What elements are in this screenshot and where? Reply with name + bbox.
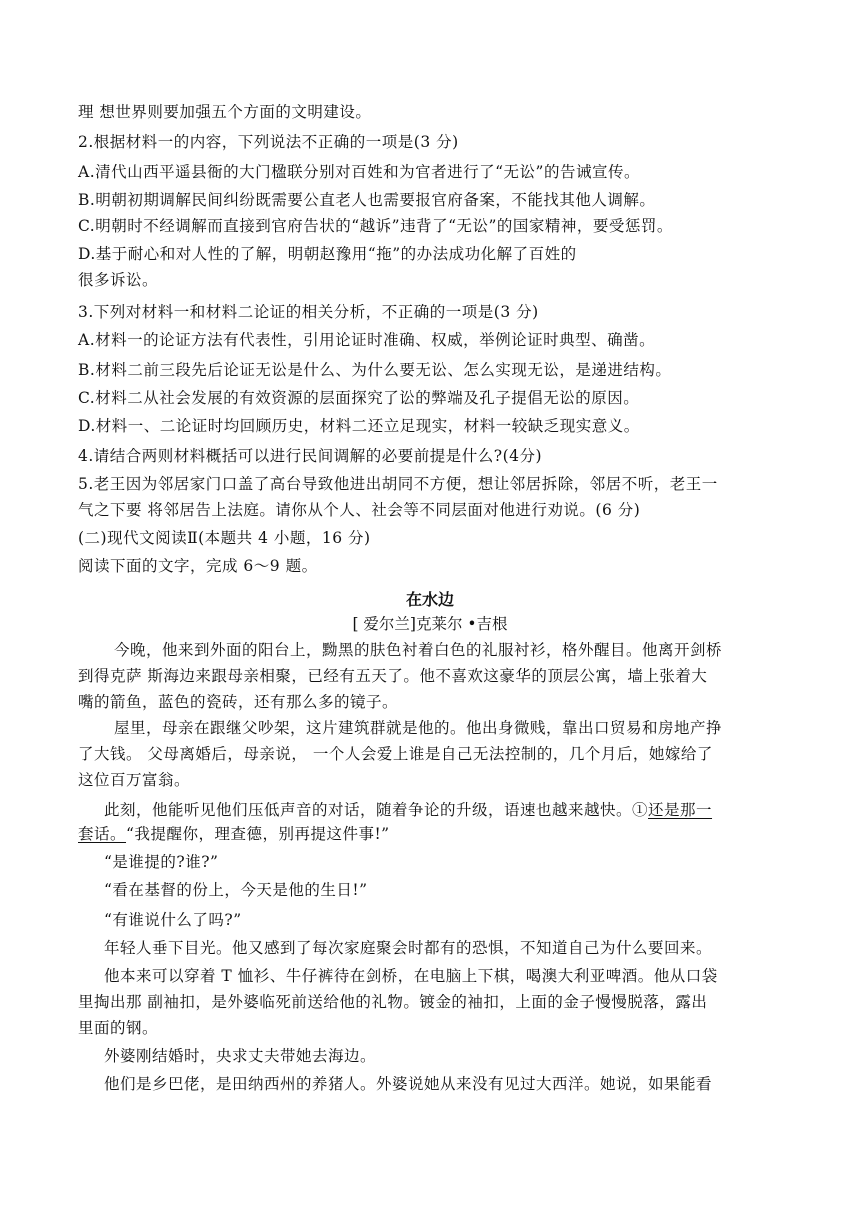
text-line: 理 想世界则要加强五个方面的文明建设。 <box>78 103 372 121</box>
paragraph-line: 里掏出那 副袖扣，是外婆临死前送给他的礼物。镀金的袖扣，上面的金子慢慢脱落，露出 <box>78 993 708 1011</box>
reading-instruction: 阅读下面的文字，完成 6～9 题。 <box>78 557 318 575</box>
question-2: 2.根据材料一的内容，下列说法不正确的一项是(3 分) <box>78 133 459 151</box>
paragraph-line: 里面的钢。 <box>78 1019 159 1037</box>
underlined-sentence: 还是那一 <box>648 801 713 819</box>
paragraph-line <box>104 800 783 820</box>
option-c: C.材料二从社会发展的有效资源的层面探究了讼的弊端及孔子提倡无讼的原因。 <box>78 389 640 407</box>
paragraph-text: 此刻，他能听见他们压低声音的对话，随着争论的升级，语速也越来越快。① <box>104 801 649 819</box>
paragraph-line: 他本来可以穿着 T 恤衫、牛仔裤待在剑桥，在电脑上下棋，喝澳大利亚啤酒。他从口袋 <box>104 967 718 985</box>
question-4: 4.请结合两则材料概括可以进行民间调解的必要前提是什么?(4分) <box>78 447 543 465</box>
question-5: 5.老王因为邻居家门口盖了高台导致他进出胡同不方便，想让邻居拆除，邻居不听，老王一 <box>78 475 718 493</box>
paragraph-line: 了大钱。 父母离婚后，母亲说， 一个人会爱上谁是自己无法控制的，几个月后，她嫁给了 <box>78 745 713 763</box>
dialogue-line: “是谁提的?谁?” <box>104 853 219 871</box>
paragraph-line: 今晚，他来到外面的阳台上，黝黑的肤色衬着白色的礼服衬衫，格外醒目。他离开剑桥 <box>114 641 723 659</box>
option-a: A.清代山西平遥县衙的大门楹联分别对百姓和为官者进行了“无讼”的告诫宣传。 <box>78 163 640 181</box>
option-c: C.明朝时不经调解而直接到官府告状的“越诉”违背了“无讼”的国家精神，要受惩罚。 <box>78 217 673 235</box>
paragraph-line <box>78 824 783 844</box>
paragraph-line: 他们是乡巴佬，是田纳西州的养猪人。外婆说她从来没有见过大西洋。她说，如果能看 <box>104 1075 713 1093</box>
option-b: B.材料二前三段先后论证无讼是什么、为什么要无讼、怎么实现无讼，是递进结构。 <box>78 361 672 379</box>
paragraph-line: 外婆刚结婚时，央求丈夫带她去海边。 <box>104 1047 377 1065</box>
paragraph-line: 这位百万富翁。 <box>78 771 191 789</box>
dialogue-line: “有谁说什么了吗?” <box>104 911 242 929</box>
question-3: 3.下列对材料一和材料二论证的相关分析，不正确的一项是(3 分) <box>78 303 539 321</box>
paragraph-line: 屋里，母亲在跟继父吵架，这片建筑群就是他的。他出身微贱，靠出口贸易和房地产挣 <box>114 719 723 737</box>
option-d: D.基于耐心和对人性的了解，明朝赵豫用“拖”的办法成功化解了百姓的 <box>78 245 577 263</box>
paragraph-text: “我提醒你，理查德，别再提这件事!” <box>126 825 390 843</box>
underlined-sentence: 套话。 <box>78 825 127 843</box>
story-title: 在水边 <box>405 590 454 609</box>
section-heading: (二)现代文阅读Ⅱ(本题共 4 小题，16 分) <box>78 529 371 547</box>
option-d-continued: 很多诉讼。 <box>78 271 159 289</box>
paragraph-line: 年轻人垂下目光。他又感到了每次家庭聚会时都有的恐惧，不知道自己为什么要回来。 <box>104 939 713 957</box>
question-5-continued: 气之下要 将邻居告上法庭。请你从个人、社会等不同层面对他进行劝说。(6 分) <box>78 501 641 519</box>
dialogue-line: “看在基督的份上，今天是他的生日!” <box>104 881 368 899</box>
paragraph-line: 嘴的箭鱼，蓝色的瓷砖，还有那么多的镜子。 <box>78 693 399 711</box>
option-d: D.材料一、二论证时均回顾历史，材料二还立足现实，材料一较缺乏现实意义。 <box>78 417 640 435</box>
option-a: A.材料一的论证方法有代表性，引用论证时准确、权威，举例论证时典型、确凿。 <box>78 331 656 349</box>
paragraph-line: 到得克萨 斯海边来跟母亲相聚，已经有五天了。他不喜欢这豪华的顶层公寓，墙上张着大 <box>78 667 708 685</box>
option-b: B.明朝初期调解民间纠纷既需要公直老人也需要报官府备案，不能找其他人调解。 <box>78 191 656 209</box>
story-author: [ 爱尔兰]克莱尔 •吉根 <box>352 615 508 633</box>
